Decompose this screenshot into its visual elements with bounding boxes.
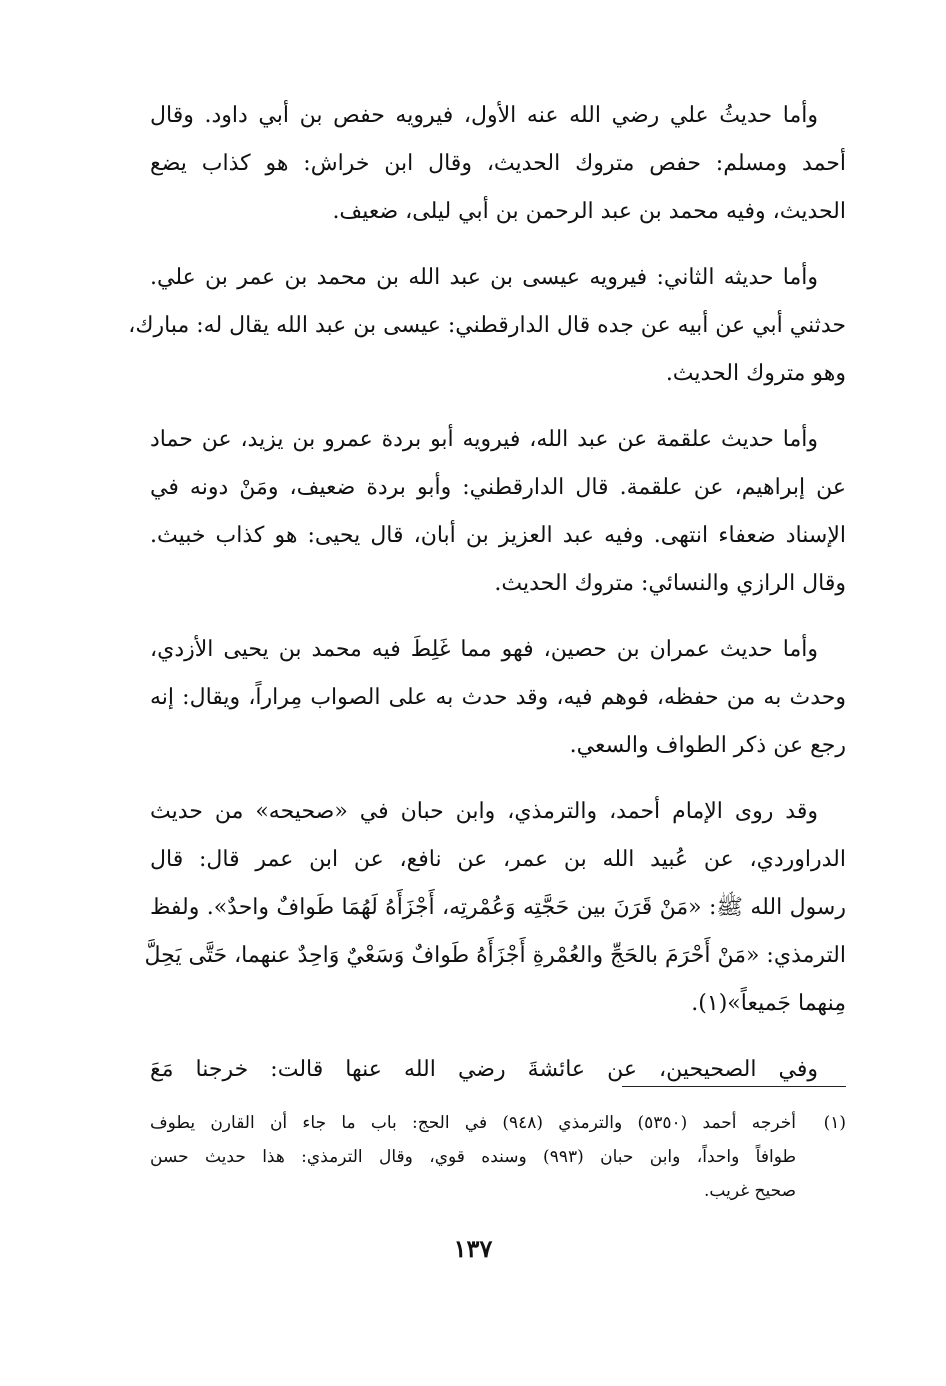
text-line: حدثني أبي عن أبيه عن جده قال الدارقطني: عيسى بن عبد الله يقال له: مبارك،	[128, 313, 846, 338]
paragraph-1	[150, 92, 846, 236]
text-line: وقال الرازي والنسائي: متروك الحديث.	[494, 571, 846, 596]
footnote-body	[150, 1106, 796, 1208]
paragraph-4	[150, 626, 846, 770]
footnote-number: (١)	[823, 1113, 846, 1133]
text-line: الدراوردي، عن عُبيد الله بن عمر، عن نافع، عن ابن عمر قال: قال	[150, 847, 846, 872]
text-line: عن إبراهيم، عن علقمة. قال الدارقطني: وأبو بردة ضعيف، ومَنْ دونه في	[150, 475, 846, 500]
text-line: مِنهما جَميعاً»(١).	[691, 991, 846, 1016]
footnote-line: صحيح غريب.	[703, 1181, 796, 1201]
text-line: وأما حديثه الثاني: فيرويه عيسى بن عبد الله بن محمد بن عمر بن علي.	[150, 265, 818, 290]
text-line: الترمذي: «مَنْ أَحْرَمَ بالحَجِّ والعُمْرةِ أَجْزَأَهُ طَوافٌ وَسَعْيٌ وَاحِدٌ عنهما، حَتَّى يَحِلَّ	[144, 943, 846, 968]
text-line: الحديث، وفيه محمد بن عبد الرحمن بن أبي ليلى، ضعيف.	[332, 199, 846, 224]
text-line: وأما حديث علقمة عن عبد الله، فيرويه أبو بردة عمرو بن يزيد، عن حماد	[150, 427, 818, 452]
page-number: ١٣٧	[453, 1234, 493, 1263]
text-line: وحدث به من حفظه، فوهم فيه، وقد حدث به على الصواب مِراراً، ويقال: إنه	[150, 685, 846, 710]
text-line: وقد روى الإمام أحمد، والترمذي، وابن حبان في «صحيحه» من حديث	[150, 799, 818, 824]
text-line: وهو متروك الحديث.	[665, 361, 846, 386]
text-line: رسول الله ﷺ: «مَنْ قَرَنَ بين حَجَّتِه وَعُمْرتِه، أَجْزَأَهُ لَهُمَا طَوافٌ واحدٌ». ولفظ	[150, 895, 846, 920]
paragraph-5	[144, 788, 846, 1028]
text-line: وأما حديثُ علي رضي الله عنه الأول، فيرويه حفص بن أبي داود. وقال	[150, 103, 818, 128]
text-line: أحمد ومسلم: حفص متروك الحديث، وقال ابن خراش: هو كذاب يضع	[150, 151, 846, 176]
main-text	[128, 92, 846, 1112]
text-line: الإسناد ضعفاء انتهى. وفيه عبد العزيز بن أبان، قال يحيى: هو كذاب خبيث.	[150, 523, 846, 548]
text-line: وفي الصحيحين، عن عائشةَ رضي الله عنها قالت: خرجنا مَعَ	[150, 1057, 818, 1082]
paragraph-2	[128, 254, 846, 398]
footnote-divider	[622, 1086, 846, 1087]
text-line: رجع عن ذكر الطواف والسعي.	[569, 733, 846, 758]
footnote	[150, 1106, 846, 1208]
paragraph-3	[150, 416, 846, 608]
footnote-line: أخرجه أحمد (٥٣٥٠) والترمذي (٩٤٨) في الحج: باب ما جاء أن القارن يطوف	[150, 1113, 796, 1133]
text-line: وأما حديث عمران بن حصين، فهو مما غَلِطَ فيه محمد بن يحيى الأزدي،	[150, 637, 818, 662]
footnote-line: طوافاً واحداً، وابن حبان (٩٩٣) وسنده قوي، وقال الترمذي: هذا حديث حسن	[150, 1147, 797, 1167]
